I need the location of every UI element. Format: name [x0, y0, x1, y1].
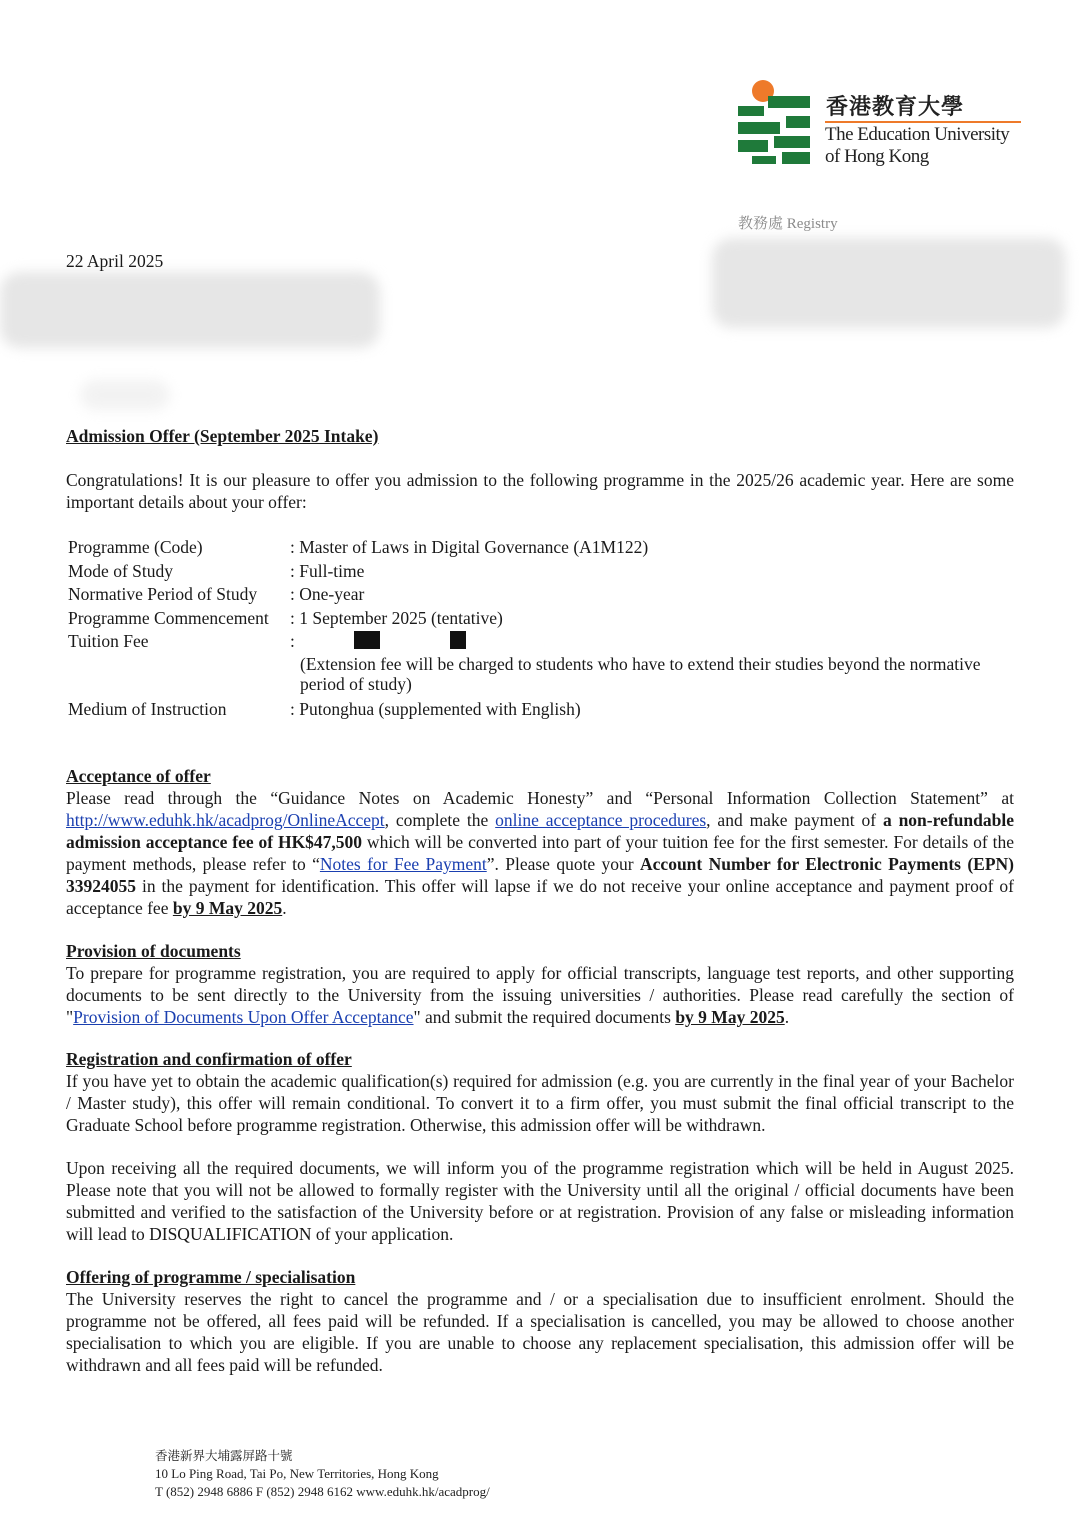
online-acceptance-procedures-link[interactable]: online acceptance procedures: [495, 810, 707, 830]
detail-label: Programme (Code): [68, 537, 203, 557]
logo-bar: [782, 152, 810, 164]
redacted-recipient-block: [0, 272, 380, 348]
offering-paragraph: The University reserves the right to cancel the programme and / or a specialisation due to insufficient enrolment. Should the programme not be offered, all fees paid will be refunded. If a specialisation is cancelled, you may be allowed to choose another specialisation to which you are eligible. If you are unable to choose any replacement specialisation, this admission offer will be withdrawn and all fees paid will be refunded.: [66, 1289, 1014, 1375]
detail-label: Normative Period of Study: [68, 584, 258, 604]
logo-divider: [825, 121, 1021, 123]
online-accept-link[interactable]: http://www.eduhk.hk/acadprog/OnlineAccept: [66, 810, 385, 830]
body-text: in the payment for identification. This offer will lapse if we do not receive your online acceptance and payment proof of acceptance fee: [66, 876, 1014, 918]
body-text: .: [784, 1007, 790, 1027]
body-text: which will be converted into part of your tuition fee for the first semester. For details of the payment methods, please refer to “: [66, 832, 1014, 874]
acceptance-fee-text: a non-refundable admission acceptance fee of HK$47,500: [66, 810, 1014, 852]
letter-date: 22 April 2025: [66, 251, 164, 271]
notes-fee-payment-link[interactable]: Notes for Fee Payment: [319, 854, 487, 874]
body-text: " and submit the required documents: [413, 1007, 676, 1027]
footer-contact: T (852) 2948 6886 F (852) 2948 6162 www.eduhk.hk/acadprog/: [155, 1484, 490, 1499]
logo-bar: [738, 106, 764, 116]
detail-label: Medium of Instruction: [68, 698, 227, 719]
body-text: To prepare for programme registration, you are required to apply for official transcripts, language test reports, and other supporting documents to be sent directly to the University from the issuing universities / authorities. Please read carefully the section of ": [66, 963, 1014, 1027]
acceptance-section: [66, 765, 1014, 919]
detail-value: : 1 September 2025 (tentative): [290, 607, 503, 628]
letter-title: Admission Offer (September 2025 Intake): [66, 426, 379, 446]
redacted-fee-amount: [450, 631, 466, 649]
logo-english-line2: of Hong Kong: [825, 146, 929, 167]
body-text: , and make payment of: [706, 810, 883, 830]
provision-documents-link[interactable]: Provision of Documents Upon Offer Acceptance: [73, 1007, 414, 1027]
detail-label: Programme Commencement: [68, 607, 269, 628]
redacted-fee-amount: [354, 631, 380, 649]
body-text: , complete the: [384, 810, 496, 830]
logo-english-line1: The Education University: [825, 124, 1010, 145]
detail-value: : One-year: [290, 584, 365, 604]
deadline-text: by 9 May 2025: [172, 898, 283, 918]
logo-bar: [786, 116, 810, 128]
intro-paragraph: Congratulations! It is our pleasure to offer you admission to the following programme in the 2025/26 academic year. Here are some important details about your offer:: [66, 470, 1014, 512]
logo-bar: [774, 136, 810, 148]
registration-section: [66, 1048, 1014, 1136]
logo-chinese-name: 香港教育大學: [826, 95, 965, 120]
footer-address-zh: 香港新界大埔露屏路十號: [155, 1448, 293, 1463]
section-heading: Registration and confirmation of offer: [66, 1049, 352, 1069]
detail-label: Tuition Fee: [68, 631, 149, 651]
detail-label: Mode of Study: [68, 560, 173, 581]
redacted-salutation: [80, 380, 170, 410]
extension-fee-note: (Extension fee will be charged to students who have to extend their studies beyond the normative period of study): [300, 653, 981, 694]
body-text: .: [282, 898, 287, 918]
detail-value: :: [290, 631, 295, 651]
section-heading: Acceptance of offer: [66, 766, 211, 786]
logo-bar: [738, 122, 780, 134]
logo-bar: [768, 96, 810, 108]
body-text: ”. Please quote your: [486, 854, 641, 874]
deadline-text: by 9 May 2025: [675, 1007, 785, 1027]
registration-paragraph-2: Upon receiving all the required documents, we will inform you of the programme registration which will be held in August 2025. Please note that you will not be allowed to formally register with the University until all the original / official documents have been submitted and verified to the satisfaction of the University before or at registration. Provision of any false or misleading information will lead to DISQUALIFICATION of your application.: [66, 1158, 1014, 1244]
registration-paragraph-1: If you have yet to obtain the academic qualification(s) required for admission (e.g. you are currently in the final year of your Bachelor / Master study), this offer will remain conditional. To convert it to a firm offer, you must submit the final official transcript to the Graduate School before programme registration. Otherwise, this admission offer will be withdrawn.: [66, 1071, 1014, 1135]
registry-label: 教務處 Registry: [738, 216, 838, 232]
section-heading: Offering of programme / specialisation: [66, 1267, 356, 1287]
university-logo: [738, 80, 1028, 170]
offering-section: [66, 1266, 1014, 1376]
body-text: Please read through the “Guidance Notes on Academic Honesty” and “Personal Information Collection Statement” at: [66, 788, 1014, 808]
detail-value: : Master of Laws in Digital Governance (A1M122): [290, 537, 649, 557]
footer-address-en: 10 Lo Ping Road, Tai Po, New Territories, Hong Kong: [155, 1466, 439, 1481]
redacted-address-block: [712, 238, 1066, 328]
logo-bar: [752, 156, 776, 164]
detail-value: : Full-time: [290, 560, 365, 581]
documents-section: [66, 940, 1014, 1028]
epn-number-text: Account Number for Electronic Payments (EPN) 33924055: [66, 854, 1015, 896]
logo-bar: [738, 140, 768, 152]
detail-value: : Putonghua (supplemented with English): [290, 698, 581, 719]
section-heading: Provision of documents: [66, 941, 241, 961]
